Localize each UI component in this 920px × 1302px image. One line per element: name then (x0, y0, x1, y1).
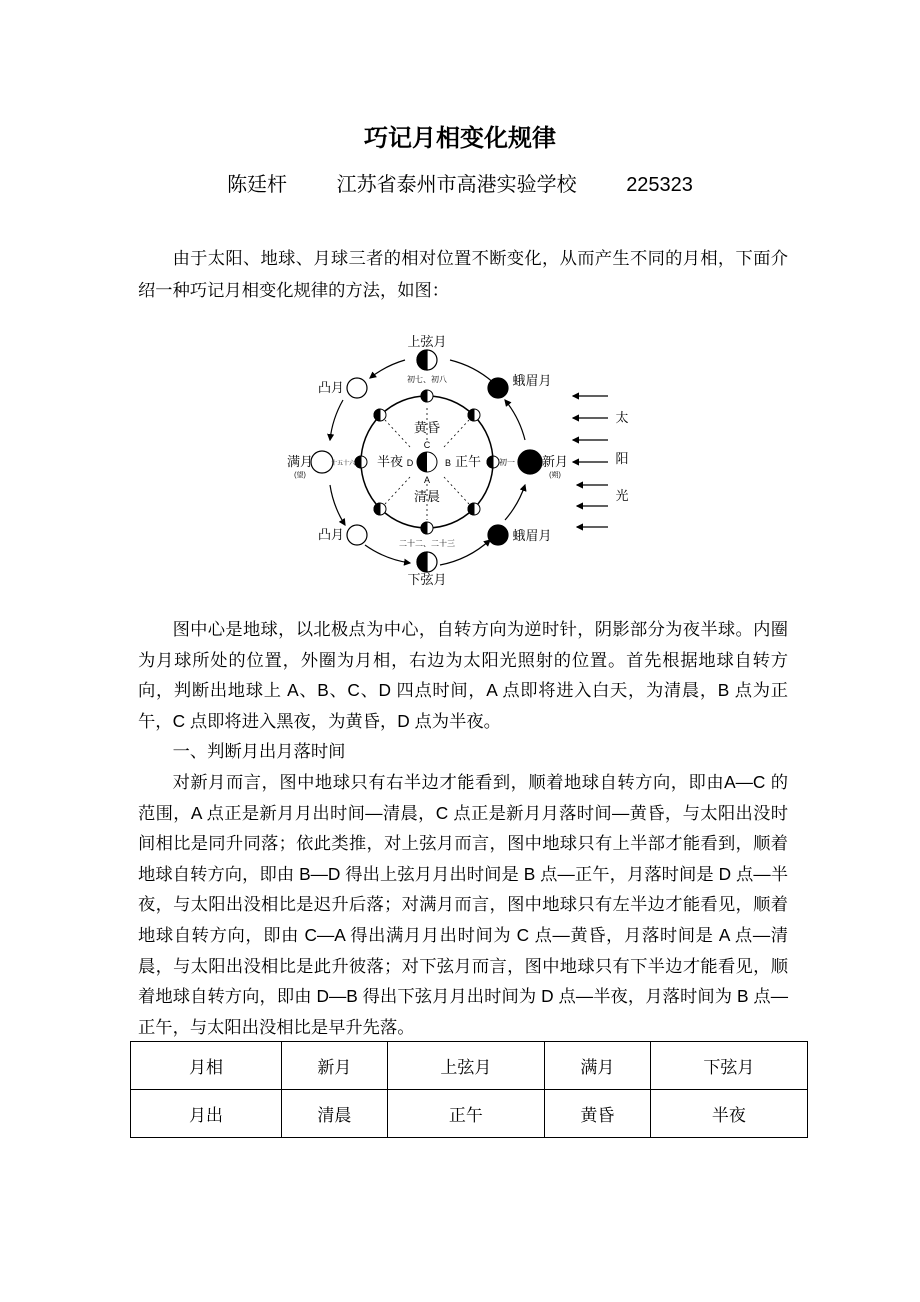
label-point-c: C (423, 440, 431, 450)
table-cell: 上弦月 (387, 1042, 544, 1090)
label-last-quarter: 下弦月 (407, 572, 447, 587)
label-sun-2: 阳 (615, 451, 629, 466)
label-new-moon-date: 初一 (499, 458, 515, 467)
label-noon: 正午 (454, 454, 482, 469)
table-cell: 新月 (282, 1042, 388, 1090)
author: 陈廷杆 (227, 174, 288, 196)
table-row (131, 1042, 808, 1090)
label-new-moon: 新月 (541, 454, 569, 469)
label-point-b: B (444, 458, 452, 468)
section-heading: 一、判断月出月落时间 (172, 741, 346, 762)
table-cell: 黄昏 (544, 1090, 650, 1138)
label-point-d: D (406, 458, 414, 468)
label-midnight: 半夜 (376, 454, 404, 469)
intro-text: 由于太阳、地球、月球三者的相对位置不断变化，从而产生不同的月相，下面介绍一种巧记月相变化规律的方法，如图： (138, 248, 788, 300)
page-title: 巧记月相变化规律 (364, 125, 556, 152)
label-point-a: A (423, 475, 431, 485)
table-row (131, 1090, 808, 1138)
postcode: 225323 (626, 174, 693, 196)
diagram-labels (287, 334, 629, 587)
sunlight-arrows (573, 396, 608, 527)
label-sun-1: 太 (615, 410, 629, 425)
table-cell: 半夜 (650, 1090, 807, 1138)
earth (417, 452, 437, 472)
label-first-quarter-date: 初七、初八 (407, 375, 447, 384)
label-first-quarter: 上弦月 (407, 334, 447, 349)
label-crescent-upper: 蛾眉月 (512, 373, 552, 388)
label-dawn: 清晨 (413, 489, 441, 504)
school: 江苏省泰州市高港实验学校 (336, 174, 577, 196)
label-full-moon: 满月 (286, 454, 314, 469)
label-full-moon-note: (望) (294, 472, 306, 479)
label-dusk: 黄昏 (413, 420, 441, 435)
moon-phase-diagram (0, 0, 920, 620)
table-cell: 清晨 (282, 1090, 388, 1138)
label-crescent-lower: 蛾眉月 (512, 528, 552, 543)
body-paragraph: 对新月而言，图中地球只有右半边才能看到，顺着地球自转方向，即由A—C 的范围，A 点正是新月月出时间—清晨，C 点正是新月月落时间—黄昏，与太阳出没时间相比是同升同落；依此类推，对上弦月而言，图中地球只有上半部才能看到，顺着地球自转方向，即由 B—D 得出上弦月月出时间是 B 点—正午，月落时间是 D 点—半夜，与太阳出没相比是迟升后落；对满月而言，图中地球只有左半边才能看见，顺着地球自转方向，即由 C—A 得出满月月出时间为 C 点—黄昏，月落时间是 A 点—清晨，与太阳出没相比是此升彼落；对下弦月而言，图中地球只有下半边才能看见，顺着地球自转方向，即由 D—B 得出下弦月月出时间为 D 点—半夜，月落时间为 B 点—正午，与太阳出没相比是早升先落。 (138, 771, 788, 1037)
table-cell: 正午 (387, 1090, 544, 1138)
table-cell: 下弦月 (650, 1042, 807, 1090)
label-gibbous-lower: 凸月 (317, 527, 345, 542)
label-gibbous-upper: 凸月 (317, 380, 345, 395)
table-cell: 满月 (544, 1042, 650, 1090)
label-full-moon-date: 十五十六 (330, 461, 356, 467)
moonrise-table (130, 1041, 808, 1138)
body-paragraph: 图中心是地球，以北极点为中心，自转方向为逆时针，阴影部分为夜半球。内圈为月球所处的位置，外圈为月相，右边为太阳光照射的位置。首先根据地球自转方向，判断出地球上 A、B、C、D 四点时间，A 点即将进入白天，为清晨，B 点为正午，C 点即将进入黑夜，为黄昏，D 点为半夜。 (138, 619, 788, 731)
label-last-quarter-date: 二十二、二十三 (399, 539, 455, 548)
table-cell: 月相 (131, 1042, 282, 1090)
table-cell: 月出 (131, 1090, 282, 1138)
label-new-moon-note: (朔) (549, 472, 561, 479)
body-text (138, 614, 788, 1042)
label-sun-3: 光 (615, 488, 629, 503)
